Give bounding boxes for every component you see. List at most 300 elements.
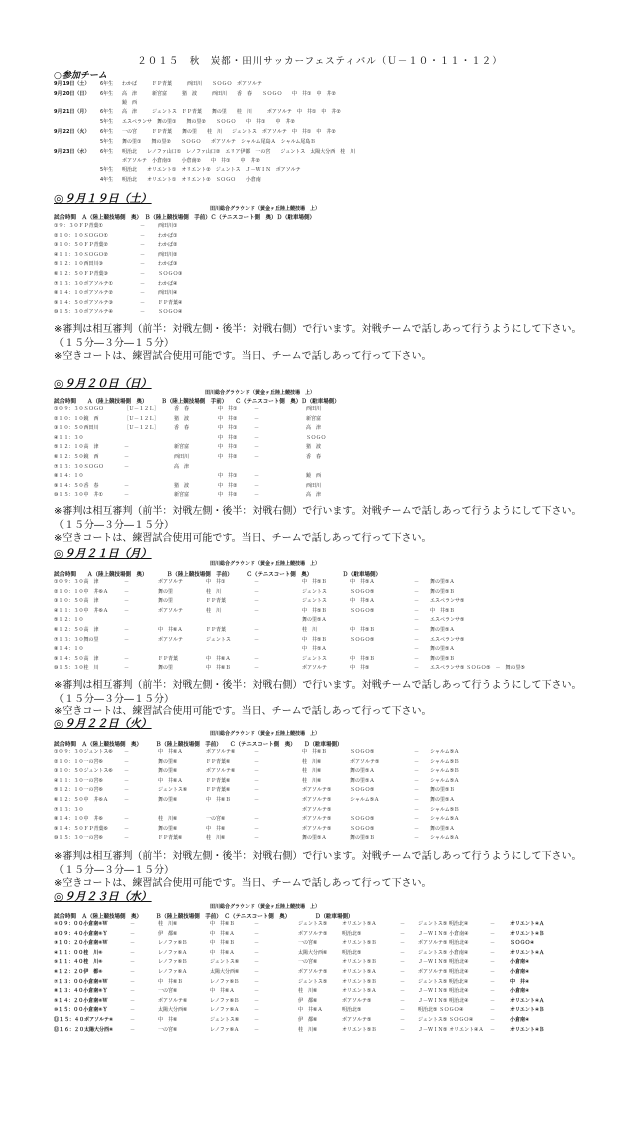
table-header: 試合時間 Ａ（陸上競技場側 奥） Ｂ（陸上競技場側 手前） Ｃ（テニスコート側 奥） Ｄ（駐車場側）: [54, 742, 343, 748]
table-cell: －: [124, 492, 130, 499]
table-cell: 中 井②: [218, 453, 238, 460]
table-cell: 太陽大分西⑥: [210, 968, 240, 975]
table-cell: ジュントス⑥: [210, 959, 240, 966]
table-cell: ⑥１２：５０高 津: [54, 626, 99, 633]
team-grade: 6年生: [100, 129, 114, 135]
table-cell: 高 津: [174, 463, 190, 470]
table-cell: 舞の里: [158, 665, 174, 672]
table-cell: 舞の里: [158, 598, 174, 605]
table-cell: －: [140, 290, 146, 297]
table-cell: ボアソルテ⑤: [302, 796, 332, 803]
table-cell: 中 井①: [218, 473, 238, 480]
table-row: [54, 626, 614, 636]
table-cell: ボアソルテ⑤: [298, 930, 328, 937]
table-cell: ＳＯＧＯ⑤: [350, 825, 375, 832]
table-cell: 猪 波: [306, 444, 322, 451]
table-cell: 一の宮⑥: [158, 1026, 178, 1033]
table-cell: －: [414, 607, 420, 614]
day-title: ◎９月２１日（月）: [54, 547, 152, 560]
table-cell: －: [140, 299, 146, 306]
table-cell: －: [414, 758, 420, 765]
table-cell: オリエント④Ａ: [510, 921, 545, 927]
table-cell: ①０９：３０ＳＯＧＯ: [54, 406, 104, 412]
table-row: [54, 424, 614, 434]
table-cell: オリエント⑤Ａ: [342, 968, 377, 975]
table-cell: 桂 川: [206, 588, 222, 595]
table-cell: 中 井⑥: [206, 825, 226, 832]
table-cell: オリエント⑤Ｂ: [342, 959, 377, 966]
table-cell: －: [254, 825, 260, 832]
table-cell: Ｊ－ＷＩＮ⑤ オリエント④Ａ: [418, 1026, 484, 1033]
table-cell: シャルム⑤Ａ: [430, 835, 460, 842]
table-cell: ③１０：５０高 津: [54, 598, 99, 605]
team-names: 明治北 オリエント① オリエント② ジュントス Ｊ－ＷＩＮ ボアソルテ: [122, 167, 301, 173]
table-cell: ボアソルテ⑤: [350, 758, 380, 765]
team-date: 9月22日（火）: [54, 129, 90, 135]
table-cell: －: [254, 665, 260, 672]
table-cell: －: [414, 816, 420, 823]
table-cell: ①９：３０ＦＰ青葉①: [54, 223, 103, 229]
table-cell: ＦＰ青葉: [158, 655, 179, 662]
team-names: 鏡 西: [122, 100, 138, 106]
table-cell: レノファ⑥Ｂ: [158, 940, 188, 947]
table-cell: 中 井⑥Ｂ: [302, 749, 327, 755]
table-cell: オリエント④Ａ: [510, 949, 545, 956]
table-cell: シャルム⑤Ｂ: [430, 806, 460, 813]
table-cell: －: [400, 1016, 406, 1023]
table-cell: シャルム⑤Ｂ: [430, 758, 460, 765]
table-cell: ＳＯＧＯ⑤: [350, 636, 375, 643]
table-cell: 中 井②: [218, 434, 238, 441]
table-row: [54, 588, 614, 598]
table-cell: 舞の里⑤Ｂ: [430, 787, 455, 794]
table-cell: ⑧１４：１０中 井⑥: [54, 816, 103, 823]
table-cell: 舞の里⑥: [158, 758, 178, 765]
table-cell: －: [124, 665, 130, 672]
table-cell: わかば②: [158, 242, 178, 249]
table-cell: 伊 都⑥: [298, 1016, 318, 1023]
table-cell: ボアソルテ: [158, 636, 184, 643]
table-cell: －: [140, 232, 146, 239]
table-cell: ジュントス⑤ 小倉南④: [418, 949, 469, 956]
day-title: ◎９月２３日（水）: [54, 890, 152, 903]
table-cell: 中 井⑥: [158, 1016, 178, 1023]
table-cell: 一の宮⑥: [158, 988, 178, 995]
table-cell: 小倉南④: [510, 959, 530, 966]
table-cell: ⑫１６：２０太陽大分西⑥: [54, 1026, 114, 1033]
table-cell: ボアソルテ: [158, 607, 184, 614]
table-cell: －: [130, 959, 136, 966]
table-cell: Ｊ－ＷＩＮ⑤ 明治北④: [418, 988, 469, 995]
team-names: ボアソルテ 小倉南① 小倉南② 中 井① 中 井②: [122, 158, 260, 164]
table-cell: －: [400, 959, 406, 966]
table-cell: －: [124, 588, 130, 595]
table-cell: －: [124, 787, 130, 794]
table-cell: オリエント⑤Ｂ: [342, 978, 377, 985]
table-cell: ＦＰ青葉: [206, 598, 227, 605]
table-cell: －: [490, 930, 496, 937]
table-cell: －: [124, 482, 130, 489]
table-cell: 舞の里⑤Ａ: [430, 626, 455, 633]
table-cell: 舞の里⑤Ｂ: [430, 588, 455, 595]
table-cell: ⑥１２：５０鏡 西: [54, 453, 99, 460]
table-cell: ④１１：００桂 川⑥: [54, 949, 103, 956]
table-cell: －: [124, 463, 130, 470]
table-cell: －: [130, 997, 136, 1004]
table-cell: オリエント⑤Ｂ: [342, 940, 377, 947]
table-cell: －: [254, 940, 260, 947]
table-cell: 高 津: [306, 492, 322, 499]
table-cell: 舞の里⑤Ａ: [350, 768, 375, 775]
table-cell: 中 井⑤Ｂ: [302, 636, 327, 643]
table-cell: 中 井⑤Ａ: [350, 598, 375, 605]
team-row: [54, 117, 594, 127]
table-cell: －: [140, 261, 146, 268]
table-cell: ジュントス: [302, 598, 327, 605]
table-cell: 舞の里: [158, 588, 174, 595]
table-row: [54, 241, 614, 251]
table-cell: ③１０：５０西田川: [54, 425, 99, 432]
table-header: 試合時間 Ａ（陸上競技場側 奥） Ｂ（陸上競技場側 手前） Ｃ（テニスコート側 奥）Ｄ（駐車場側）: [54, 399, 340, 405]
table-cell: ボアソルテ⑥: [206, 749, 236, 755]
table-cell: －: [124, 749, 130, 755]
table-cell: 舞の里⑤Ａ: [430, 646, 455, 653]
venue-label: 田川総合グラウンド（黄金ヶ丘陸上競技場 上）: [210, 731, 321, 737]
table-cell: ボアソルテ⑤: [342, 997, 372, 1004]
table-cell: 新宮富: [306, 415, 322, 422]
table-cell: ⑦１３：００小倉南⑥Ｗ: [54, 978, 108, 985]
table-row: [54, 796, 614, 806]
table-cell: ③１０：５０ジュントス⑥: [54, 768, 113, 775]
table-row: [54, 758, 614, 768]
match-table: [54, 222, 614, 318]
table-cell: ＦＰ青葉⑥: [206, 758, 231, 765]
table-cell: ボアソルテ⑤: [302, 816, 332, 823]
table-cell: －: [130, 930, 136, 937]
table-cell: －: [400, 930, 406, 937]
table-cell: 一の宮⑥: [206, 816, 226, 823]
table-cell: レノファ⑥Ａ: [210, 1007, 240, 1014]
table-cell: ＳＯＧＯ③: [158, 270, 183, 277]
table-cell: ①０９：３０高 津: [54, 579, 99, 585]
table-cell: －: [414, 626, 420, 633]
table-cell: ④１１：３０中 井⑥Ａ: [54, 607, 108, 614]
team-names: 明治北 レノファ山口① レノファ山口② エリア伊都 一の宮 ジュントス 太陽大分西 桂 川: [122, 149, 356, 155]
table-cell: ②１０：１０一の宮⑥: [54, 758, 103, 765]
table-cell: ⑩１５：００小倉南⑥Ｙ: [54, 1007, 108, 1014]
table-cell: 中 井①: [218, 425, 238, 432]
table-row: [54, 280, 614, 290]
table-row: [54, 405, 614, 415]
table-cell: －: [254, 444, 260, 451]
table-cell: －: [124, 636, 130, 643]
table-cell: ボアソルテ: [302, 665, 328, 672]
table-cell: ボアソルテ⑤: [302, 787, 332, 794]
table-cell: ジュントス: [206, 636, 231, 643]
table-cell: －: [124, 768, 130, 775]
table-cell: ⑤１２：１０西田川③: [54, 261, 103, 268]
table-cell: －: [254, 1016, 260, 1023]
table-cell: ②１０：１０中 井⑥Ａ: [54, 588, 108, 595]
table-cell: 中 井⑥Ｂ: [206, 796, 231, 803]
table-cell: ②０９：４０小倉南⑥Ｙ: [54, 930, 108, 937]
table-cell: オリエント⑤Ａ: [342, 921, 377, 927]
table-cell: ボアソルテ⑥: [158, 997, 188, 1004]
table-cell: オリエント④Ａ: [510, 997, 545, 1004]
teams-list: [54, 79, 594, 185]
table-row: [54, 815, 614, 825]
table-cell: 舞の里⑤Ａ: [302, 617, 327, 624]
table-cell: ＳＯＧＯ⑤: [350, 787, 375, 794]
table-row: [54, 834, 614, 844]
table-cell: 香 春: [306, 453, 322, 460]
table-cell: ボアソルテ⑤ 明治北④: [418, 940, 469, 947]
table-cell: シャルム⑤Ａ: [430, 777, 460, 784]
table-cell: －: [490, 1007, 496, 1014]
team-names: わかば ＦＰ青葉 西田川 ＳＯＧＯ ボアソルテ: [122, 81, 263, 87]
table-cell: －: [490, 1016, 496, 1023]
free-court-note: ※空きコートは、練習試合使用可能です。当日、チームで話しあって行って下さい。: [54, 706, 432, 717]
table-row: [54, 463, 614, 473]
team-row: [54, 99, 594, 107]
table-cell: ⑨１４：５０ＦＰ青葉⑥: [54, 825, 108, 832]
table-row: [54, 1016, 614, 1026]
table-row: [54, 786, 614, 796]
table-cell: ＦＰ青葉⑥: [158, 835, 183, 842]
table-cell: ボアソルテ⑤: [298, 968, 328, 975]
table-cell: 桂 川⑥: [298, 988, 318, 995]
table-cell: 中 井②: [218, 482, 238, 489]
table-cell: ⑦１３：３０ボアソルテ①: [54, 280, 113, 287]
table-cell: －: [490, 940, 496, 947]
table-cell: オリエント④Ｂ: [510, 1007, 545, 1014]
table-cell: 中 井②: [218, 492, 238, 499]
table-cell: 桂 川⑥: [158, 921, 178, 927]
referee-note: ※審判は相互審判（前半：対戦左側・後半：対戦右側）で行います。対戦チームで話しあって行うようにして下さい。（１５分―３分―１５分）: [54, 324, 582, 349]
table-cell: 桂 川⑥: [158, 816, 178, 823]
table-row: [54, 434, 614, 444]
table-cell: 桂 川⑥: [302, 768, 322, 775]
venue-label: 田川総合グラウンド（黄金ヶ丘陸上競技場 上）: [210, 904, 321, 910]
table-cell: レノファ⑥Ｂ: [158, 959, 188, 966]
table-row: [54, 232, 614, 242]
table-row: [54, 1006, 614, 1016]
table-cell: ＳＯＧＯ⑤: [350, 749, 375, 755]
table-cell: 中 井⑥Ｂ: [206, 665, 231, 672]
table-cell: 桂 川⑥: [302, 777, 322, 784]
table-cell: －: [124, 825, 130, 832]
table-cell: Ｊ－ＷＩＮ⑤ 小倉南④: [418, 930, 469, 937]
table-cell: ＦＰ青葉⑥: [206, 777, 231, 784]
table-cell: オリエント⑤Ａ: [342, 988, 377, 995]
table-cell: －: [400, 978, 406, 985]
team-row: [54, 107, 594, 117]
table-cell: －: [414, 598, 420, 605]
table-cell: ①０９：３０ジュントス⑥: [54, 749, 113, 755]
table-cell: ボアソルテ⑤: [302, 806, 332, 813]
table-cell: ＳＯＧＯ⑤: [350, 588, 375, 595]
table-row: [54, 748, 614, 758]
table-row: [54, 664, 614, 674]
table-cell: －: [400, 940, 406, 947]
table-cell: ⑨１４：５０高 津: [54, 655, 99, 662]
table-cell: 明治北⑤: [342, 949, 362, 956]
team-row: [54, 165, 594, 175]
table-cell: ジュントス⑤: [298, 921, 328, 927]
table-cell: ボアソルテ: [158, 579, 184, 585]
table-cell: 中 井⑤Ｂ: [302, 579, 327, 585]
day-title: ◎９月２０日（日）: [54, 377, 152, 390]
table-cell: －: [254, 978, 260, 985]
table-row: [54, 616, 614, 626]
table-cell: －: [490, 997, 496, 1004]
team-row: [54, 175, 594, 185]
table-cell: ⑥１２：２０伊 都⑥: [54, 968, 103, 975]
table-row: [54, 289, 614, 299]
table-row: [54, 260, 614, 270]
table-cell: 一の宮⑥: [298, 959, 318, 966]
table-row: [54, 939, 614, 949]
team-grade: 4年生: [100, 177, 114, 183]
table-cell: 伊 都⑥: [158, 930, 178, 937]
table-cell: ③１０：５０ＦＰ青葉②: [54, 242, 108, 249]
table-cell: ⑩１５：３０桂 川: [54, 665, 99, 672]
table-header: 試合時間 Ａ（陸上競技場側 奥） Ｂ（陸上競技場側 手前） Ｃ（テニスコート側 奥） Ｄ（駐車場側）: [54, 914, 354, 920]
table-cell: 明治北⑤ ＳＯＧＯ④: [418, 1007, 464, 1014]
free-court-note: ※空きコートは、練習試合使用可能です。当日、チームで話しあって行って下さい。: [54, 351, 432, 362]
table-cell: ⑦１３：３０舞の里: [54, 636, 99, 643]
table-cell: 西田川①: [158, 223, 178, 229]
table-cell: 新宮富: [174, 492, 190, 499]
table-cell: オリエント④Ｂ: [510, 1026, 545, 1033]
table-row: [54, 308, 614, 318]
table-cell: ⑩１５：３０ボアソルテ④: [54, 309, 113, 316]
team-grade: 6年生: [100, 109, 114, 115]
table-cell: エスペランサ⑤: [430, 598, 465, 605]
table-cell: 中 井⑤Ｂ: [302, 607, 327, 614]
table-cell: －: [414, 665, 420, 672]
table-cell: －: [414, 768, 420, 775]
table-cell: －: [124, 607, 130, 614]
team-date: 9月20日（日）: [54, 91, 90, 97]
table-cell: 舞の里⑤Ｂ: [430, 655, 455, 662]
table-cell: 中 井⑤Ｂ: [350, 626, 375, 633]
table-row: [54, 472, 614, 482]
table-cell: 西田川②: [158, 251, 178, 258]
table-cell: －: [130, 1016, 136, 1023]
table-cell: －: [414, 646, 420, 653]
team-names: 高 津 新宮富 猪 波 西田川 香 春 ＳＯＧＯ 中 井① 中 井②: [122, 91, 336, 97]
team-grade: 5年生: [100, 139, 114, 145]
table-cell: －: [414, 787, 420, 794]
table-cell: 高 津: [306, 425, 322, 432]
table-cell: ＳＯＧＯ⑤: [350, 816, 375, 823]
table-cell: －: [254, 626, 260, 633]
table-cell: 小倉南④: [510, 988, 530, 995]
team-names: 高 津 ジュントス ＦＰ青葉 舞の里 桂 川 ボアソルテ 中 井① 中 井②: [122, 109, 341, 115]
referee-note: ※審判は相互審判（前半：対戦左側・後半：対戦右側）で行います。対戦チームで話しあって行うようにして下さい。（１５分―３分―１５分）: [54, 680, 582, 705]
table-cell: －: [400, 1026, 406, 1033]
table-cell: ⑧１３：４０小倉南⑥Ｙ: [54, 988, 108, 995]
table-row: [54, 930, 614, 940]
venue-label: 田川総合グラウンド（黄金ヶ丘陸上競技場 上）: [210, 561, 321, 567]
team-row: [54, 79, 594, 89]
table-cell: 中 井①: [218, 406, 238, 412]
table-cell: 鏡 西: [306, 473, 322, 480]
table-cell: －: [254, 930, 260, 937]
table-cell: －: [414, 835, 420, 842]
table-cell: 西田川: [306, 482, 322, 489]
table-cell: 中 井⑥Ｂ: [158, 978, 183, 985]
table-cell: ボアソルテ⑤ 明治北④: [418, 968, 469, 975]
table-cell: ②１０：１０ＳＯＧＯ①: [54, 232, 108, 239]
table-cell: ジュントス: [302, 588, 327, 595]
table-row: [54, 825, 614, 835]
team-row: [54, 157, 594, 165]
table-cell: －: [140, 309, 146, 316]
table-cell: 中 井⑤Ａ: [302, 646, 327, 653]
table-cell: ⑧１４：１０: [54, 473, 84, 480]
table-cell: ジュントス⑥: [158, 787, 188, 794]
table-cell: 舞の里⑤Ａ: [350, 777, 375, 784]
table-row: [54, 443, 614, 453]
table-row: [54, 482, 614, 492]
table-cell: －: [130, 988, 136, 995]
table-cell: －: [254, 997, 260, 1004]
table-row: [54, 415, 614, 425]
table-cell: ④１１：３０ＳＯＧＯ②: [54, 251, 108, 258]
table-cell: 舞の里⑤Ｂ: [350, 835, 375, 842]
team-row: [54, 137, 594, 147]
team-date: 9月21日（月）: [54, 109, 90, 115]
table-cell: 新宮富: [174, 444, 190, 451]
table-cell: ⑥１２：５０中 井⑥Ａ: [54, 796, 108, 803]
team-names: 舞の里① 舞の里② ＳＯＧＯ ボアソルテ シャルム尾島Ａ シャルム尾島Ｂ: [122, 139, 316, 145]
table-cell: Ｊ－ＷＩＮ⑤ 明治北④: [418, 997, 469, 1004]
table-cell: －: [124, 796, 130, 803]
table-cell: ⑧１４：１０: [54, 646, 84, 653]
team-date: 9月23日（水）: [54, 149, 90, 155]
table-cell: ⑥１２：５０ＦＰ青葉③: [54, 270, 108, 277]
table-cell: ⑨１４：５０香 春: [54, 482, 99, 489]
team-names: エスペランサ 舞の里① 舞の里② ＳＯＧＯ 中 井① 中 井②: [122, 119, 295, 125]
table-cell: 明治北⑤: [342, 930, 362, 937]
table-row: [54, 636, 614, 646]
table-cell: －: [254, 482, 260, 489]
table-cell: 中 井⑤Ｂ: [430, 607, 455, 614]
table-cell: －: [414, 796, 420, 803]
table-cell: レノファ⑥Ａ: [210, 1026, 240, 1033]
table-cell: Ｊ－ＷＩＮ⑤ 明治北④: [418, 959, 469, 966]
table-cell: レノファ⑥Ｂ: [210, 978, 240, 985]
table-cell: ⑤１２：１０: [54, 617, 84, 624]
table-row: [54, 978, 614, 988]
table-cell: 舞の里⑥: [158, 825, 178, 832]
table-cell: ⑨１４：５０ボアソルテ③: [54, 299, 113, 306]
day-title: ◎９月２２日（火）: [54, 717, 152, 730]
team-row: [54, 147, 594, 157]
table-cell: ⑩１５：３０一の宮⑥: [54, 835, 103, 842]
table-cell: 中 井①: [206, 579, 226, 585]
table-cell: －: [414, 588, 420, 595]
table-cell: －: [254, 588, 260, 595]
teams-heading: ○参加チーム: [54, 71, 107, 81]
table-cell: －: [414, 825, 420, 832]
table-cell: －: [130, 940, 136, 947]
table-row: [54, 453, 614, 463]
team-grade: 6年生: [100, 81, 114, 87]
table-cell: 桂 川: [206, 607, 222, 614]
